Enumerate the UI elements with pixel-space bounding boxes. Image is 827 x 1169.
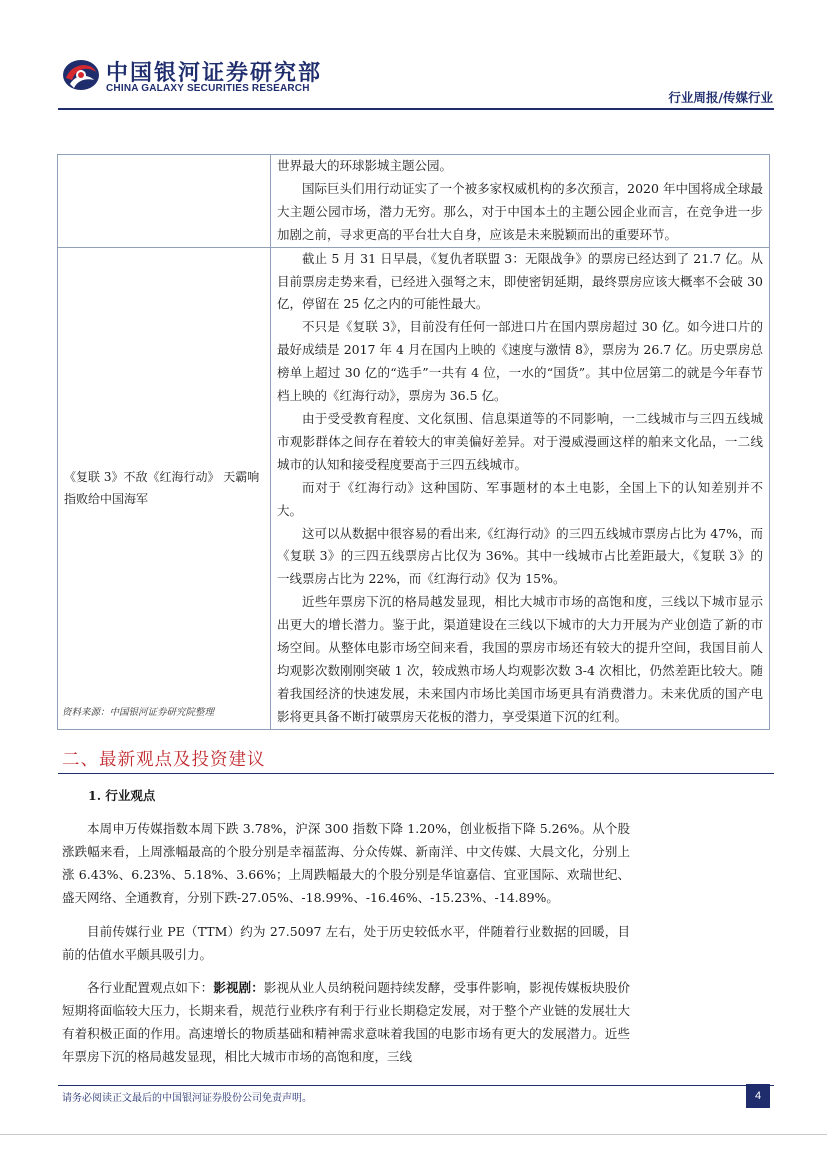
report-type-label: 行业周报/传媒行业: [668, 90, 773, 105]
body-paragraph: [62, 977, 630, 1069]
news-topic-cell: 《复联 3》不敌《红海行动》 天霸响指败给中国海军: [58, 247, 271, 729]
footer-disclaimer: 请务必阅读正文最后的中国银河证券股份公司免责声明。: [62, 1093, 312, 1104]
section-divider: [58, 773, 774, 774]
subsection-title: 1. 行业观点: [88, 788, 156, 803]
news-paragraph: 近些年票房下沉的格局越发显现，相比大城市市场的高饱和度，三线以下城市显示出更大的增长潜力。鉴于此，渠道建设在三线以下城市的大力开展为产业创造了新的市场空间。从整体电影市场空间来看，我国的票房市场还有较大的提升空间，我国目前人均观影次数刚刚突破 1 次，较成熟市场人均观影次数 3-4 次相比，仍然差距比较大。随着我国经济的快速发展，未来国内市场比美国市场更具有消费潜力。未来优质的国产电影将更具备不断打破票房天花板的潜力，享受渠道下沉的红利。: [277, 594, 763, 724]
paragraph-lead: 各行业配置观点如下：: [87, 980, 214, 996]
header-divider: [58, 108, 774, 110]
body-paragraph: 目前传媒行业 PE（TTM）约为 27.5097 左右，处于历史较低水平，伴随着行业数据的回暖，目前的估值水平颇具吸引力。: [62, 923, 630, 962]
news-paragraph: 世界最大的环球影城主题公园。: [277, 158, 453, 173]
news-paragraph: 不只是《复联 3》，目前没有任何一部进口片在国内票房超过 30 亿。如今进口片的最好成绩是 2017 年 4 月在国内上映的《速度与激情 8》，票房为 26.7 亿。历史票房总榜单上超过 30 亿的“选手”一共有 4 位，一水的“国货”。其中位居第二的就是今年春节档上映的《红海行动》，票房为 36.5 亿。: [277, 319, 763, 404]
galaxy-logo-icon: [62, 56, 100, 94]
paragraph-bold-heading: 影视剧：: [213, 980, 264, 996]
news-paragraph: 而对于《红海行动》这种国防、军事题材的本土电影，全国上下的认知差别并不大。: [277, 479, 763, 518]
news-topic-cell: [58, 155, 271, 248]
paragraph-text: 影视从业人员纳税问题持续发酵，受事件影响，影视传媒板块股价短期将面临较大压力，长期来看，规范行业秩序有利于行业长期稳定发展，对于整个产业链的发展壮大有着积极正面的作用。高速增长的物质基础和精神需求意味着我国的电影市场有更大的发展潜力。近些年票房下沉的格局越发显现，相比大城市市场的高饱和度，三线: [62, 980, 630, 1065]
page-bottom-edge: [0, 1134, 827, 1135]
news-content-cell: [271, 247, 770, 729]
news-paragraph: 这可以从数据中很容易的看出来,《红海行动》的三四五线城市票房占比为 47%，而《复联 3》的三四五线票房占比仅为 36%。其中一线城市占比差距最大，《复联 3》的一线票房占比为 22%，而《红海行动》仅为 15%。: [277, 525, 763, 587]
news-paragraph: 国际巨头们用行动证实了一个被多家权威机构的多次预言，2020 年中国将成全球最大主题公园市场，潜力无穷。那么，对于中国本土的主题公园企业而言，在竞争进一步加剧之前，寻求更高的平台壮大自身，应该是未来脱颖而出的重要环节。: [277, 180, 763, 242]
news-table: [57, 154, 770, 730]
body-paragraph: 本周申万传媒指数本周下跌 3.78%，沪深 300 指数下降 1.20%，创业板指下降 5.26%。从个股涨跌幅来看，上周涨幅最高的个股分别是幸福蓝海、分众传媒、新南洋、中文传媒、大晨文化，分别上涨 6.43%、6.23%、5.18%、3.66%；上周跌幅最大的个股分别是华谊嘉信、宜亚国际、欢瑞世纪、盛天网络、全通教育，分别下跌-27.05%、-18.99%、-16.46%、-15.23%、-14.89%。: [62, 821, 630, 905]
news-paragraph: 由于受受教育程度、文化氛围、信息渠道等的不同影响，一二线城市与三四五线城市观影群体之间存在着较大的审美偏好差异。对于漫威漫画这样的舶来文化品，一二线城市的认知和接受程度要高于三四五线城市。: [277, 410, 763, 472]
logo-chinese-name: 中国银河证券研究部: [106, 61, 323, 86]
section-title: 二、最新观点及投资建议: [62, 750, 266, 770]
section-body: [62, 818, 630, 1080]
news-content-cell: [271, 155, 770, 248]
news-paragraph: 截止 5 月 31 日早晨，《复仇者联盟 3：无限战争》的票房已经达到了 21.7 亿。从目前票房走势来看，已经进入强弩之末，即使密钥延期，最终票房应该大概率不会破 30 亿，停留在 25 亿之内的可能性最大。: [277, 250, 763, 312]
page-header: [0, 0, 827, 108]
footer-divider: [58, 1085, 774, 1086]
logo-english-name: CHINA GALAXY SECURITIES RESEARCH: [106, 83, 310, 94]
source-note: 资料来源：中国银河证券研究院整理: [62, 707, 215, 718]
table-row: [58, 247, 770, 729]
page-number: 4: [746, 1084, 770, 1108]
table-row: [58, 155, 770, 248]
